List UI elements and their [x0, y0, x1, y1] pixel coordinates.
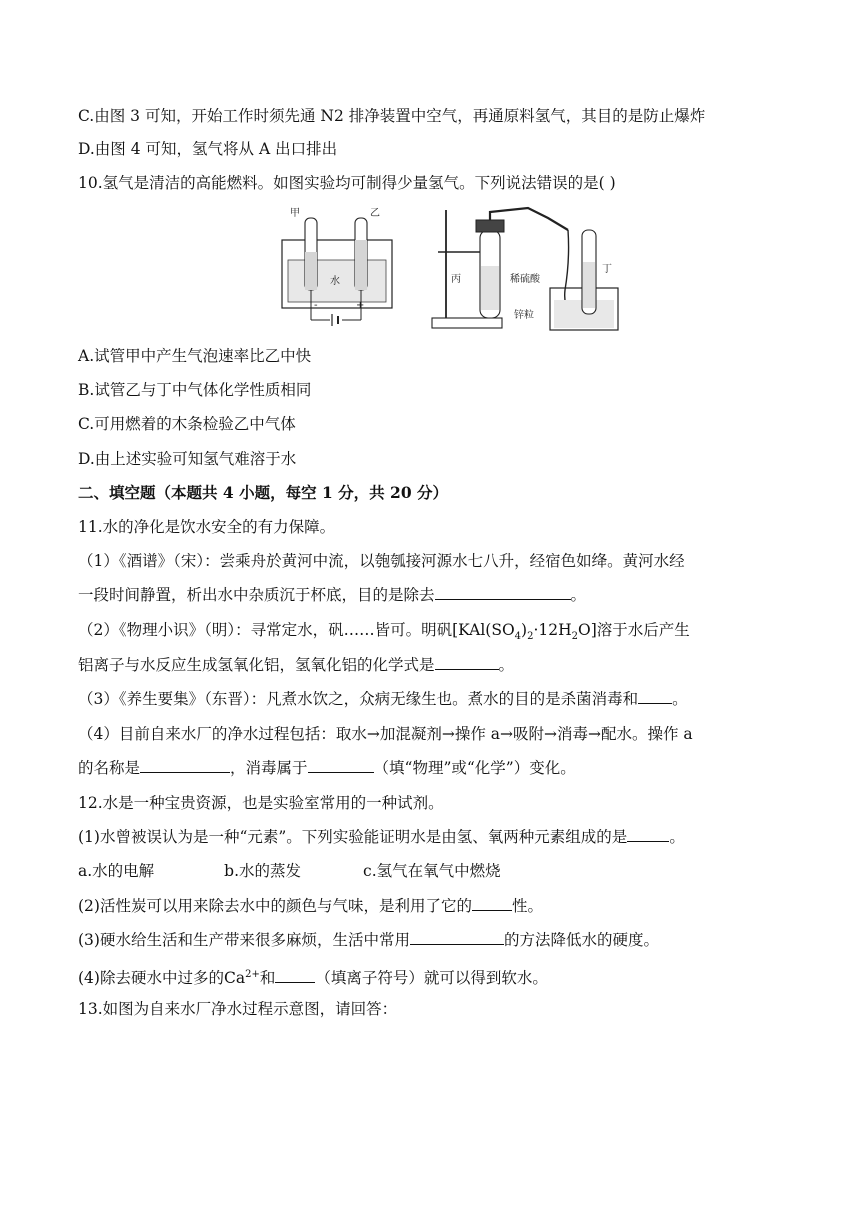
q10-option-a: A.试管甲中产生气泡速率比乙中快 — [78, 347, 312, 365]
q12-part3 — [78, 930, 659, 950]
label-plus: + — [356, 300, 365, 311]
q11-part1-line1: （1）《酒谱》（宋）：尝乘舟於黄河中流，以匏瓠接河源水七八升，经宿色如绛。黄河水经 — [78, 552, 685, 570]
q9-option-d: D.由图 4 可知，氢气将从 A 出口排出 — [78, 140, 338, 158]
q12-part4 — [78, 965, 548, 988]
q11-part2-blank[interactable] — [435, 655, 499, 670]
alum-formula: $KAl(SO_4)_2\cdot 12H_2O$ — [458, 621, 591, 643]
q11-part1-end: 。 — [570, 586, 587, 604]
q11-part4-line2 — [78, 758, 576, 778]
label-acid: 稀硫酸 — [510, 274, 540, 285]
label-yi: 乙 — [370, 208, 380, 219]
alum-kal: KAl — [458, 621, 486, 639]
q11-part2-line1 — [78, 620, 690, 647]
q12-part3-text: (3)硬水给生活和生产带来很多麻烦，生活中常用 — [78, 931, 410, 949]
q12-part4-and: 和 — [259, 969, 276, 988]
q11-part2-tail: ]溶于水后产生 — [590, 621, 690, 639]
calcium-ion — [224, 969, 260, 987]
q11-part1-text: 一段时间静置，析出水中杂质沉于杯底，目的是除去 — [78, 586, 435, 604]
alum-subh: 2 — [571, 631, 579, 643]
q12-part2-blank[interactable] — [472, 896, 512, 911]
q12-part1 — [78, 827, 685, 847]
alum-o: O — [578, 621, 591, 639]
q11-part3-end: 。 — [672, 690, 688, 708]
q11-part4-blank-b[interactable] — [308, 758, 374, 773]
q11-part1-blank[interactable] — [435, 585, 571, 600]
q12-part4-text: (4)除去硬水中过多的 — [78, 969, 224, 988]
q12-option-a: a.水的电解 — [78, 862, 155, 880]
q12-part3-end: 的方法降低水的硬度。 — [503, 931, 659, 949]
q12-part4-end: （填离子符号）就可以得到软水。 — [315, 969, 548, 988]
label-minus: - — [314, 300, 318, 311]
q11-part4-mid: ，消毒属于 — [230, 759, 308, 777]
q12-part2 — [78, 896, 543, 916]
q12-stem: 12.水是一种宝贵资源，也是实验室常用的一种试剂。 — [78, 794, 444, 812]
q10-option-b: B.试管乙与丁中气体化学性质相同 — [78, 381, 312, 399]
q12-part1-end: 。 — [669, 828, 685, 846]
q12-options — [78, 861, 501, 881]
q12-part2-text: (2)活性炭可以用来除去水中的颜色与气味，是利用了它的 — [78, 897, 472, 915]
q12-part3-blank[interactable] — [410, 930, 504, 945]
q11-part2-text: （2）《物理小识》（明）：寻常定水，矾……皆可。明矾[ — [78, 621, 459, 639]
q11-part4-blank-a[interactable] — [140, 758, 230, 773]
alum-sub4: 4 — [514, 631, 522, 643]
q11-part3 — [78, 689, 688, 709]
q12-option-b: b.水的蒸发 — [224, 862, 302, 880]
q12-part1-text: (1)水曾被误认为是一种“元素”。下列实验能证明水是由氢、氧两种元素组成的是 — [78, 828, 628, 846]
q11-part3-blank[interactable] — [638, 689, 672, 704]
hydrogen-apparatus-figure — [270, 200, 625, 340]
q11-part3-text: （3）《养生要集》（东晋）：凡煮水饮之，众病无缘生也。煮水的目的是杀菌消毒和 — [78, 690, 639, 708]
q13-stem: 13.如图为自来水厂净水过程示意图，请回答： — [78, 1000, 398, 1018]
q10-option-c: C.可用燃着的木条检验乙中气体 — [78, 415, 296, 433]
q11-part2-end: 。 — [498, 656, 515, 674]
q11-part1-line2 — [78, 585, 586, 605]
q11-part4-end: （填“物理”或“化学”）变化。 — [373, 759, 576, 777]
q12-option-c: c.氢气在氧气中燃烧 — [363, 862, 501, 880]
label-water: 水 — [330, 276, 340, 287]
q9-option-c: C.由图 3 可知，开始工作时须先通 N2 排净装置中空气，再通原料氢气，其目的是防止爆炸 — [78, 107, 706, 125]
q10-stem: 10.氢气是清洁的高能燃料。如图实验均可制得少量氢气。下列说法错误的是( ) — [78, 174, 616, 192]
section-2-heading: 二、填空题（本题共 4 小题，每空 1 分，共 20 分） — [78, 483, 449, 502]
q12-part4-blank[interactable] — [275, 968, 315, 983]
label-zinc: 锌粒 — [514, 310, 534, 321]
q12-part1-blank[interactable] — [627, 827, 669, 842]
label-jia: 甲 — [290, 208, 300, 219]
label-bing: 丙 — [451, 274, 461, 285]
ca-charge: 2+ — [245, 969, 260, 980]
q11-part2-line2 — [78, 655, 514, 675]
alum-sub2: 2 — [527, 631, 534, 643]
q11-stem: 11.水的净化是饮水安全的有力保障。 — [78, 518, 336, 536]
ca-symbol: Ca — [223, 969, 246, 988]
q11-part4-line1: （4）目前自来水厂的净水过程包括：取水→加混凝剂→操作 a→吸附→消毒→配水。操作 a — [78, 725, 693, 743]
q11-part4-text: 的名称是 — [78, 759, 141, 777]
q11-part2-text2: 铝离子与水反应生成氢氧化铝，氢氧化铝的化学式是 — [78, 656, 435, 674]
q12-part2-end: 性。 — [511, 897, 543, 915]
alum-water: ·12H — [533, 621, 572, 639]
alum-so: SO — [491, 621, 515, 639]
label-ding: 丁 — [602, 264, 612, 275]
hydrogen-apparatus-drawing — [270, 200, 625, 340]
q10-option-d: D.由上述实验可知氢气难溶于水 — [78, 450, 297, 468]
